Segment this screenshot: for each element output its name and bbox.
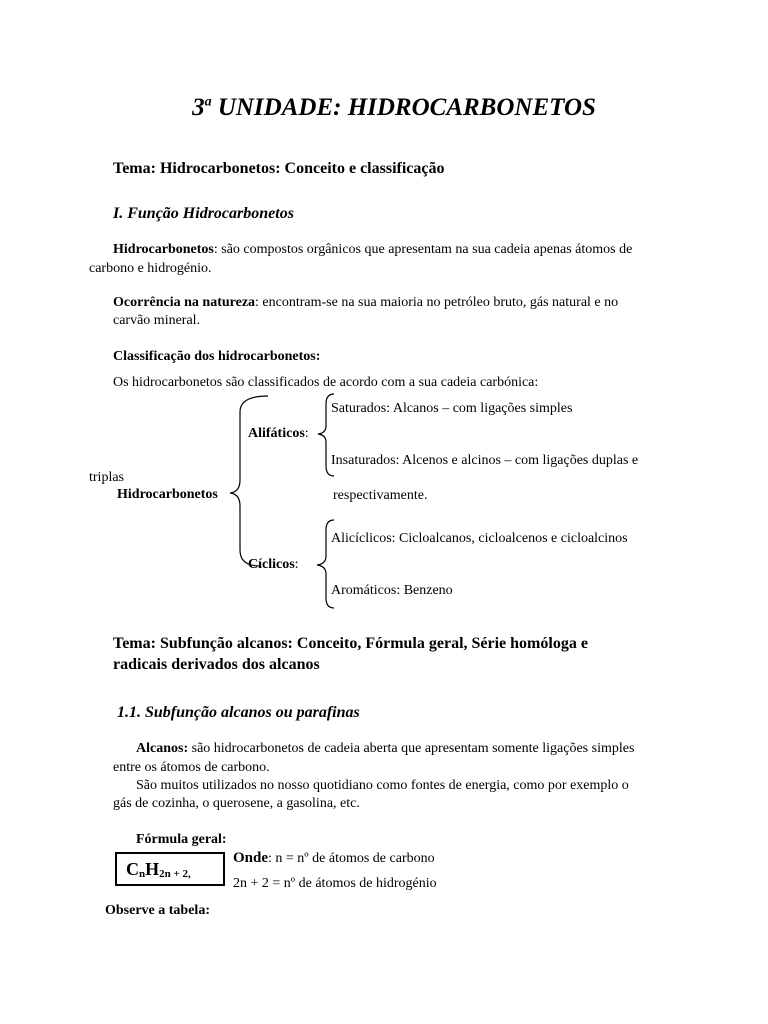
hc-definition-line2: carbono e hidrogénio. [89,261,212,276]
brace-main [230,396,268,566]
section-heading-2: 1.1. Subfunção alcanos ou parafinas [117,704,360,721]
onde-line1: Onde: n = nº de átomos de carbono [233,850,435,866]
alcanos-line3: São muitos utilizados no nosso quotidiano como fontes de energia, como por exemplo o [136,778,629,793]
ciclicos-label: Cíclicos: [248,557,299,572]
alcanos-line1: Alcanos: são hidrocarbonetos de cadeia aberta que apresentam somente ligações simples [136,741,635,756]
alcanos-line2: entre os átomos de carbono. [113,760,270,775]
tema-heading-2-line2: radicais derivados dos alcanos [113,656,320,673]
aromaticos-label: Aromáticos: Benzeno [331,583,453,598]
ocorrencia-line2: carvão mineral. [113,313,201,328]
observe-tabela: Observe a tabela: [105,903,210,918]
tema-heading-2-line1: Tema: Subfunção alcanos: Conceito, Fórmula geral, Série homóloga e [113,635,588,652]
alifaticos-label: Alifáticos: [248,426,309,441]
hidrocarbonetos-root: Hidrocarbonetos [117,487,218,502]
alcanos-line4: gás de cozinha, o querosene, a gasolina, etc. [113,796,360,811]
insaturados-label: Insaturados: Alcenos e alcinos – com ligações duplas e [331,453,639,468]
section-heading-1: I. Função Hidrocarbonetos [113,205,294,222]
hc-definition-line1: Hidrocarbonetos: são compostos orgânicos que apresentam na sua cadeia apenas átomos de [113,242,633,257]
saturados-label: Saturados: Alcanos – com ligações simples [331,401,573,416]
respectivamente-label: respectivamente. [333,488,428,503]
ocorrencia-line1: Ocorrência na natureza: encontram-se na sua maioria no petróleo bruto, gás natural e no [113,295,619,310]
triplas-label: triplas [89,470,124,485]
classificacao-heading: Classificação dos hidrocarbonetos: [113,349,321,364]
onde-line2: 2n + 2 = nº de átomos de hidrogénio [233,876,437,891]
formula-heading: Fórmula geral: [136,832,227,847]
aliciclicos-label: Alicíclicos: Cicloalcanos, cicloalcenos e cicloalcinos [331,531,628,546]
page-title: 3$^a$ UNIDADE: HIDROCARBONETOS [192,94,596,121]
formula-box: $C_nH_{2n + 2,}$ [115,852,225,886]
classificacao-intro: Os hidrocarbonetos são classificados de acordo com a sua cadeia carbónica: [113,375,539,390]
tema-heading-1: Tema: Hidrocarbonetos: Conceito e classificação [113,160,445,177]
